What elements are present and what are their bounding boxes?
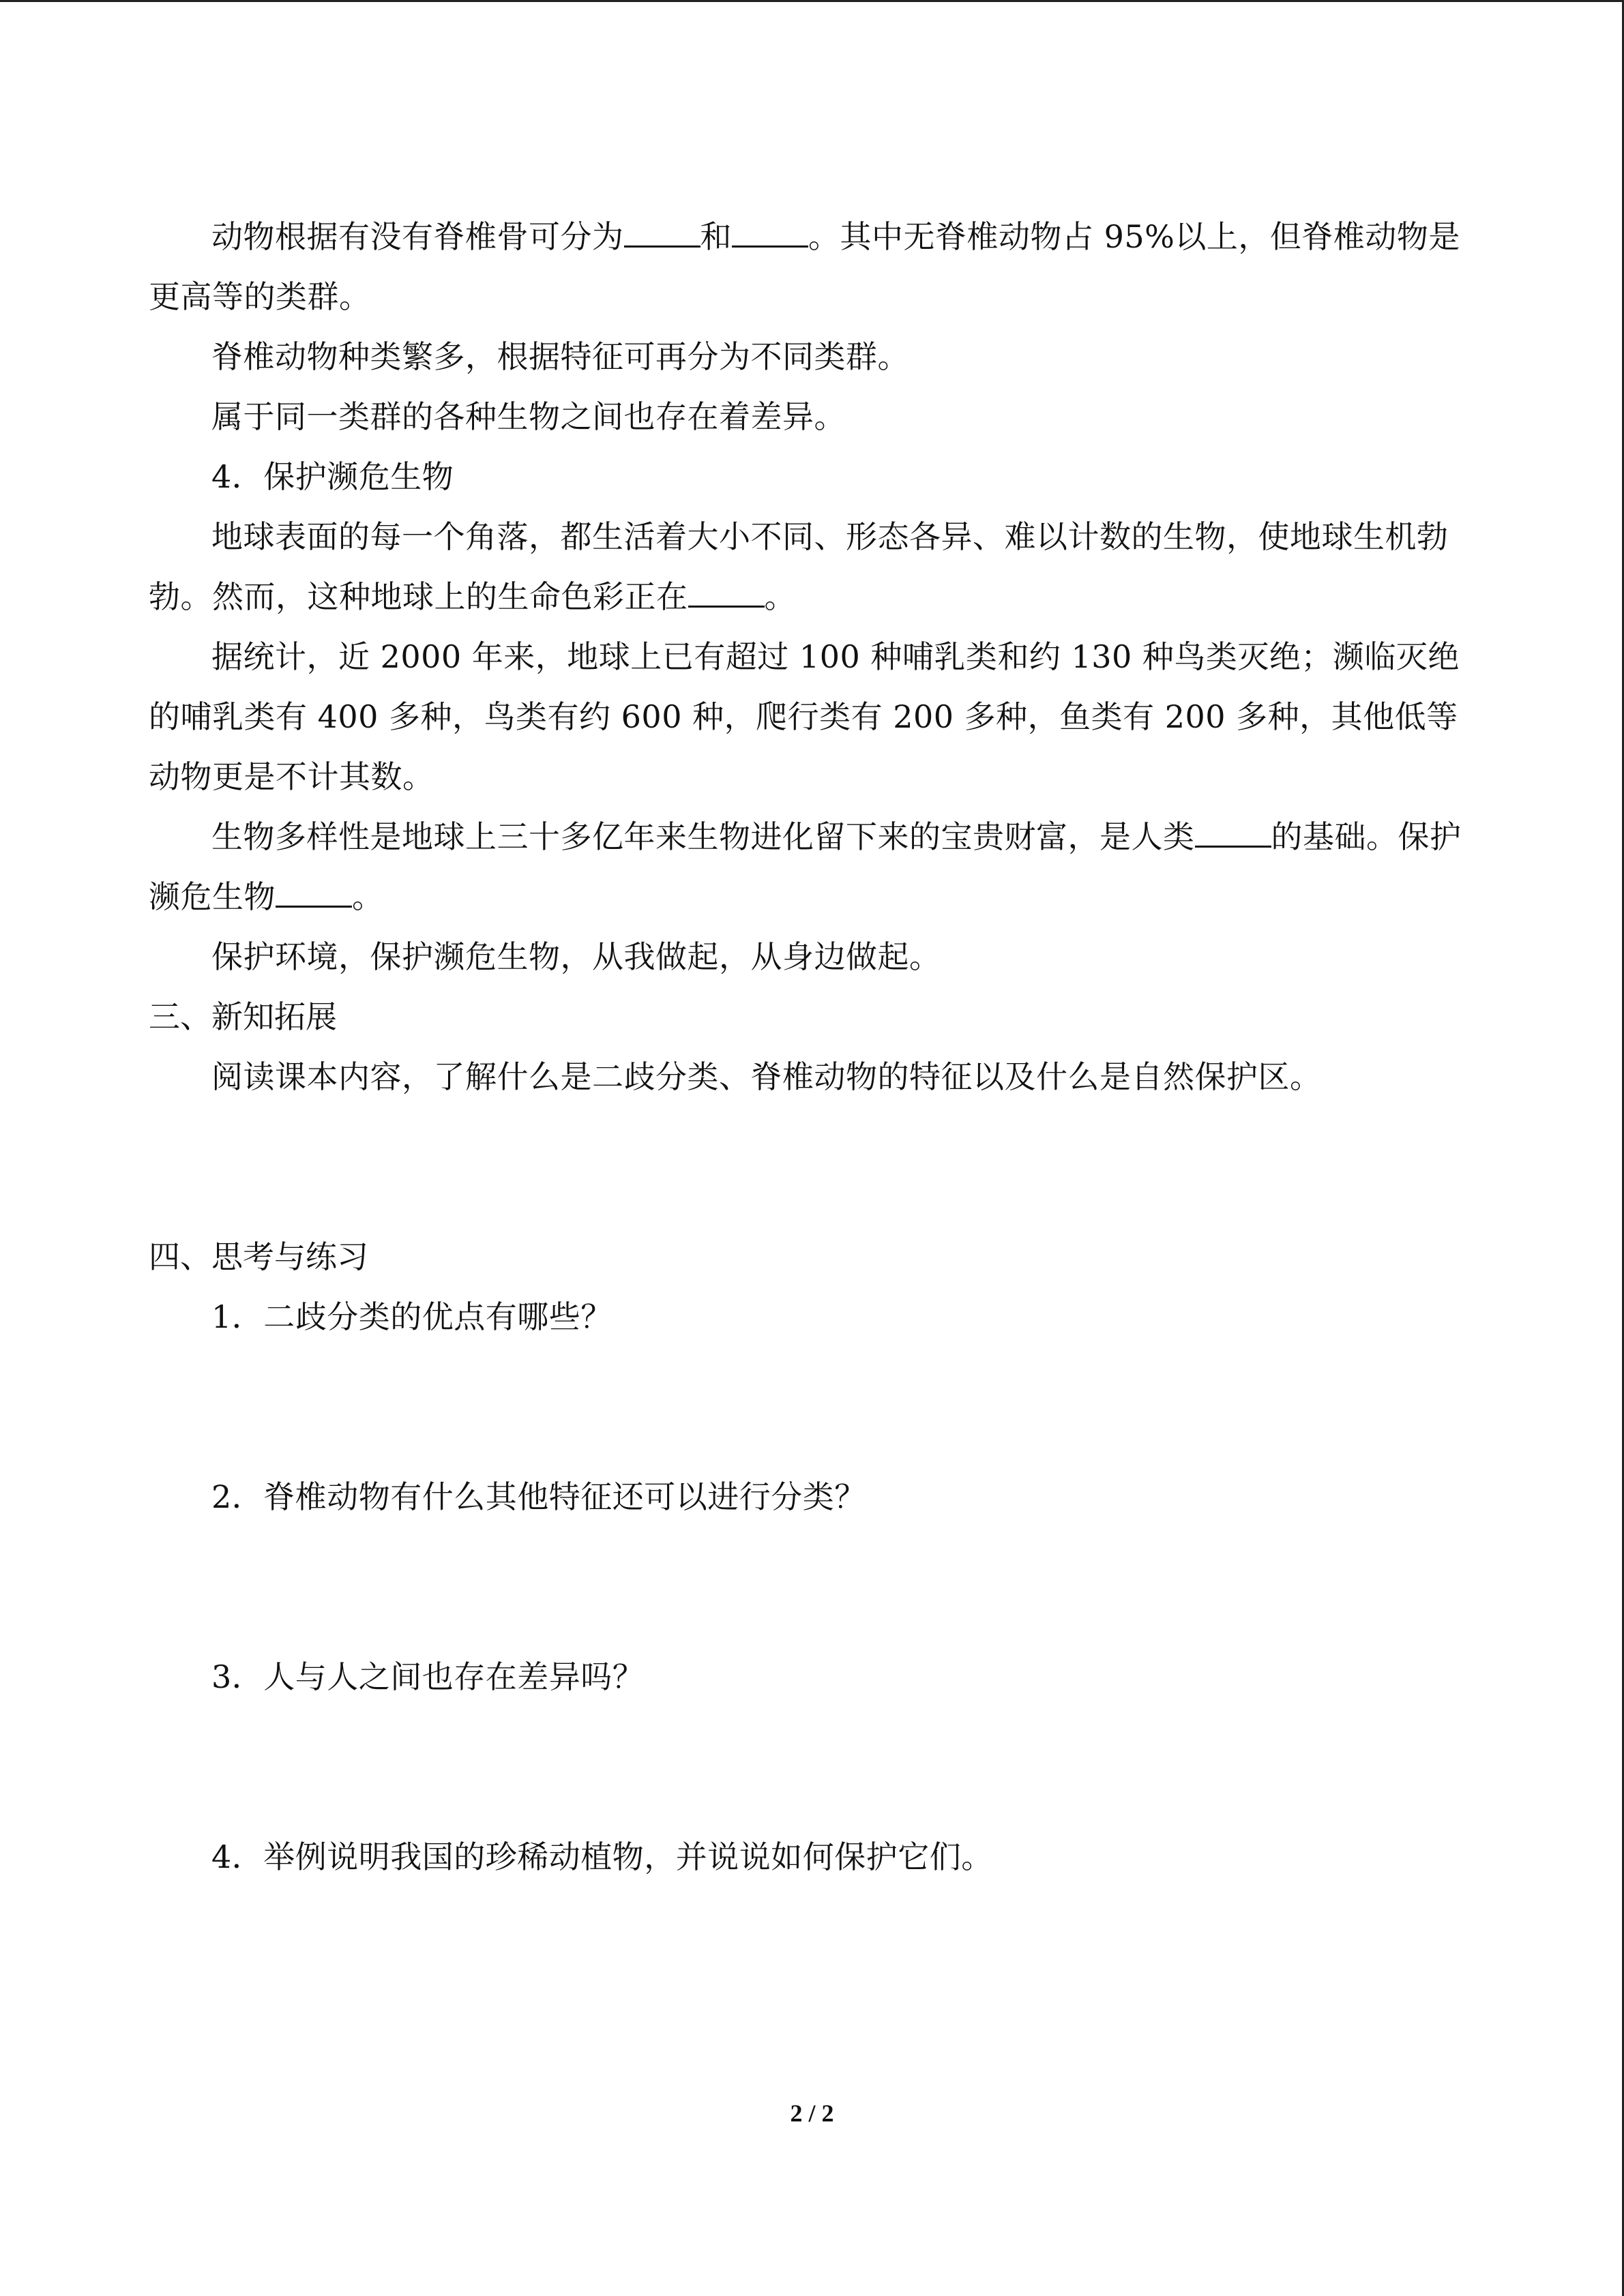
answer-space (149, 1707, 1475, 1827)
fill-blank (1195, 818, 1271, 848)
paragraph-reading-task: 阅读课本内容，了解什么是二歧分类、脊椎动物的特征以及什么是自然保护区。 (211, 1058, 1322, 1095)
answer-space (149, 1347, 1475, 1467)
section-heading-practice: 四、思考与练习 (149, 1238, 368, 1275)
question-item: 3．人与人之间也存在差异吗？ (211, 1658, 645, 1695)
question-item: 4．举例说明我国的珍稀动植物，并说说如何保护它们。 (211, 1838, 993, 1875)
question-item: 1．二歧分类的优点有哪些？ (211, 1298, 612, 1335)
paragraph-statistics: 据统计，近 2000 年来，地球上已有超过 100 种哺乳类和约 130 种鸟类灭绝；濒临灭绝的哺乳类有 400 多种，鸟类有约 600 种，爬行类有 200 多种，鱼类有 200 多种，其他低等动物更是不计其数。 (149, 638, 1460, 795)
fill-blank (276, 878, 352, 908)
paragraph-vertebrate-groups: 脊椎动物种类繁多，根据特征可再分为不同类群。 (211, 338, 909, 375)
spacer (149, 1107, 1475, 1227)
paragraph-earth-life: 地球表面的每一个角落，都生活着大小不同、形态各异、难以计数的生物，使地球生机勃勃。然而，这种地球上的生命色彩正在 。 (149, 518, 1449, 615)
fill-blank (624, 218, 700, 248)
fill-blank (732, 218, 808, 248)
page-number: 2 / 2 (790, 2100, 834, 2127)
question-item: 2．脊椎动物有什么其他特征还可以进行分类？ (211, 1478, 866, 1515)
answer-space (149, 1527, 1475, 1647)
fill-blank (688, 578, 765, 608)
subheading-protect-endangered: 4．保护濒危生物 (211, 458, 454, 495)
paragraph-protect-environment: 保护环境，保护濒危生物，从我做起，从身边做起。 (211, 938, 941, 975)
paragraph-vertebrate-division: 动物根据有没有脊椎骨可分为 和 。其中无脊椎动物占 95%以上，但脊椎动物是更高等的类群。 (149, 218, 1460, 315)
paragraph-group-differences: 属于同一类群的各种生物之间也存在着差异。 (211, 398, 846, 435)
paragraph-biodiversity: 生物多样性是地球上三十多亿年来生物进化留下来的宝贵财富，是人类 的基础。保护濒危生物 。 (149, 818, 1462, 915)
document-body (149, 207, 1475, 1887)
section-heading-extension: 三、新知拓展 (149, 998, 337, 1035)
